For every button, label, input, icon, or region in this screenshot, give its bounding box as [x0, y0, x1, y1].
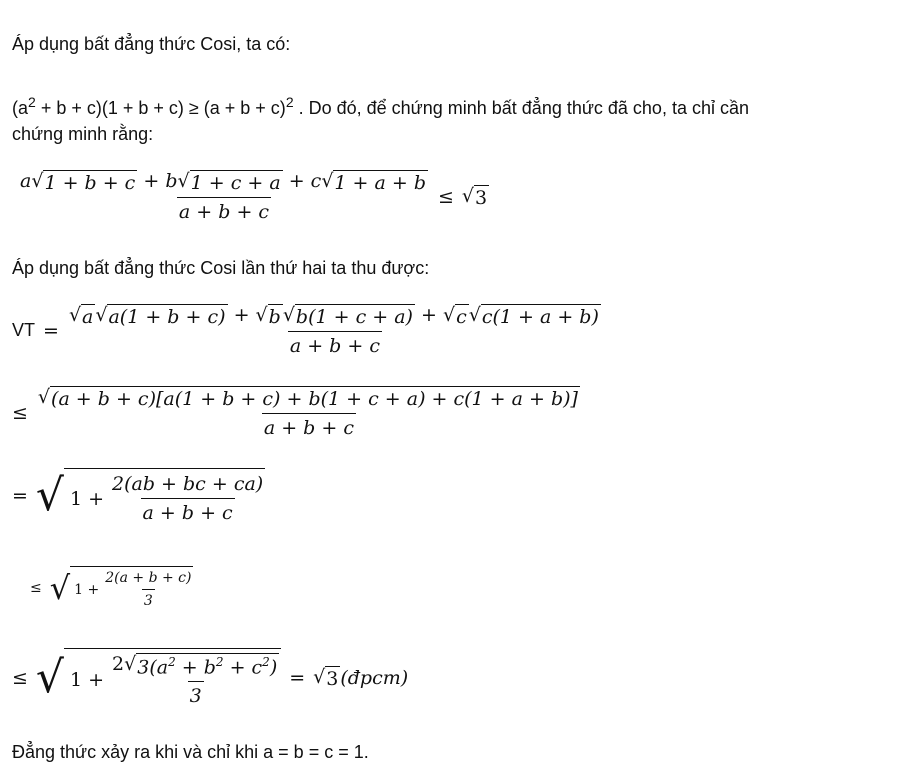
equation-5: ≤ √ 1 + $\frac{2(a + b + c)}{3}$ [30, 566, 193, 609]
equation-1: a √ 1 + b + c + b √ 1 + c + a + c √ 1 + a + b a + b + c ≤ √ 3 [20, 170, 488, 223]
equation-6: ≤ √ 1 + 2 √ $3(a^2 + b^2 + c^2)$ 3 = √ 3 (đpcm) [12, 648, 408, 707]
superscript: 2 [285, 94, 294, 110]
text-part: (a [12, 98, 29, 118]
prove-line: chứng minh rằng: [12, 124, 154, 144]
text-part: + b + c)(1 + b + c) ≥ (a + b + c) [35, 98, 286, 118]
intro-line: Áp dụng bất đẳng thức Cosi, ta có: [12, 34, 291, 54]
equation-4: = √ 1 + $\frac{2(ab + bc + ca)}{a + b + c}$ [12, 470, 264, 524]
equality-condition: Đẳng thức xảy ra khi và chỉ khi a = b = c = 1. [12, 742, 369, 762]
superscript: 2 [28, 94, 36, 110]
second-step-line: Áp dụng bất đẳng thức Cosi lần thứ hai ta thu được: [12, 258, 430, 278]
inequality-statement [12, 90, 749, 120]
text-part: . Do đó, để chứng minh bất đẳng thức đã cho, ta chỉ cần [293, 98, 749, 118]
vt-label: VT [12, 320, 36, 340]
equation-3: ≤ √ (a + b + c)[a(1 + b + c) + b(1 + c + a) + c(1 + a + b)] a + b + c [12, 386, 578, 439]
equation-2: VT = √ a √ a(1 + b + c) + √ b √ b(1 + c + a) + √ c √ c(1 + a + b) a + b + c [12, 304, 599, 357]
